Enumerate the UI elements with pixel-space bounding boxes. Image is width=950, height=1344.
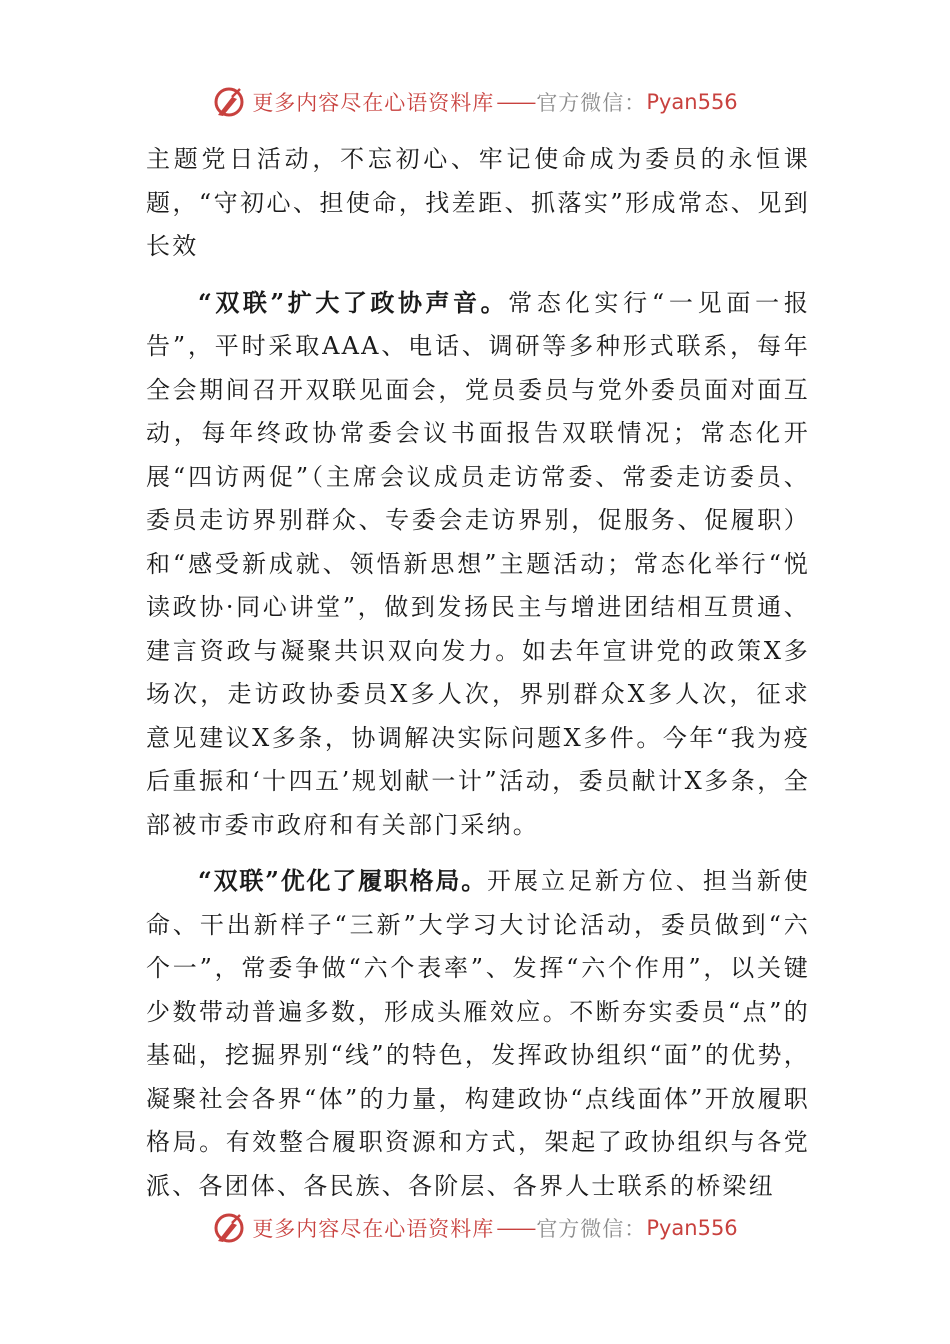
pen-logo-icon [212, 85, 246, 119]
footer-dash: —— [496, 1216, 535, 1240]
paragraph-3 [146, 859, 810, 1208]
paragraph-1 [146, 138, 810, 269]
footer-site-name: 更多内容尽在心语资料库 [252, 1217, 495, 1241]
footer-watermark [0, 1208, 950, 1248]
header-official-label: 官方微信： [536, 91, 647, 115]
header-wechat-id: Pyan556 [646, 90, 738, 114]
paragraph-2-text: 常态化实行“一见面一报告”，平时采取AAA、电话、调研等多种形式联系，每年全会期间召开双联见面会，党员委员与党外委员面对面互动，每年终政协常委会议书面报告双联情况；常态化开展“四访两促”（主席会议成员走访常委、常委走访委员、委员走访界别群众、专委会走访界别，促服务、促履职）和“感受新成就、领悟新思想”主题活动；常态化举行“悦读政协·同心讲堂”，做到发扬民主与增进团结相互贯通、建言资政与凝聚共识双向发力。如去年宣讲党的政策X多场次，走访政协委员X多人次，界别群众X多人次，征求意见建议X多条，协调解决实际问题X多件。今年“我为疫后重振和‘十四五’规划献一计”活动，委员献计X多条，全部被市委市政府和有关部门采纳。 [146, 288, 811, 839]
paragraph-3-text: 开展立足新方位、担当新使命、干出新样子“三新”大学习大讨论活动，委员做到“六个一”，常委争做“六个表率”、发挥“六个作用”，以关键少数带动普遍多数，形成头雁效应。不断夯实委员“点”的基础，挖掘界别“线”的特色，发挥政协组织“面”的优势，凝聚社会各界“体”的力量，构建政协“点线面体”开放履职格局。有效整合履职资源和方式，架起了政协组织与各党派、各团体、各民族、各阶层、各界人士联系的桥梁纽 [146, 867, 811, 1200]
header-site-name: 更多内容尽在心语资料库 [252, 91, 495, 115]
paragraph-1-text: 主题党日活动，不忘初心、牢记使命成为委员的永恒课题，“守初心、担使命，找差距、抓落实”形成常态、见到长效 [146, 145, 810, 260]
document-body [146, 138, 810, 1208]
header-dash: —— [496, 90, 535, 114]
paragraph-2-heading: “双联”扩大了政协声音。 [198, 287, 509, 317]
paragraph-2 [146, 281, 810, 848]
footer-wechat-id: Pyan556 [646, 1216, 738, 1240]
pen-logo-icon [212, 1211, 246, 1245]
header-watermark [0, 82, 950, 122]
footer-official-label: 官方微信： [536, 1217, 647, 1241]
paragraph-3-heading: “双联”优化了履职格局。 [198, 866, 487, 895]
